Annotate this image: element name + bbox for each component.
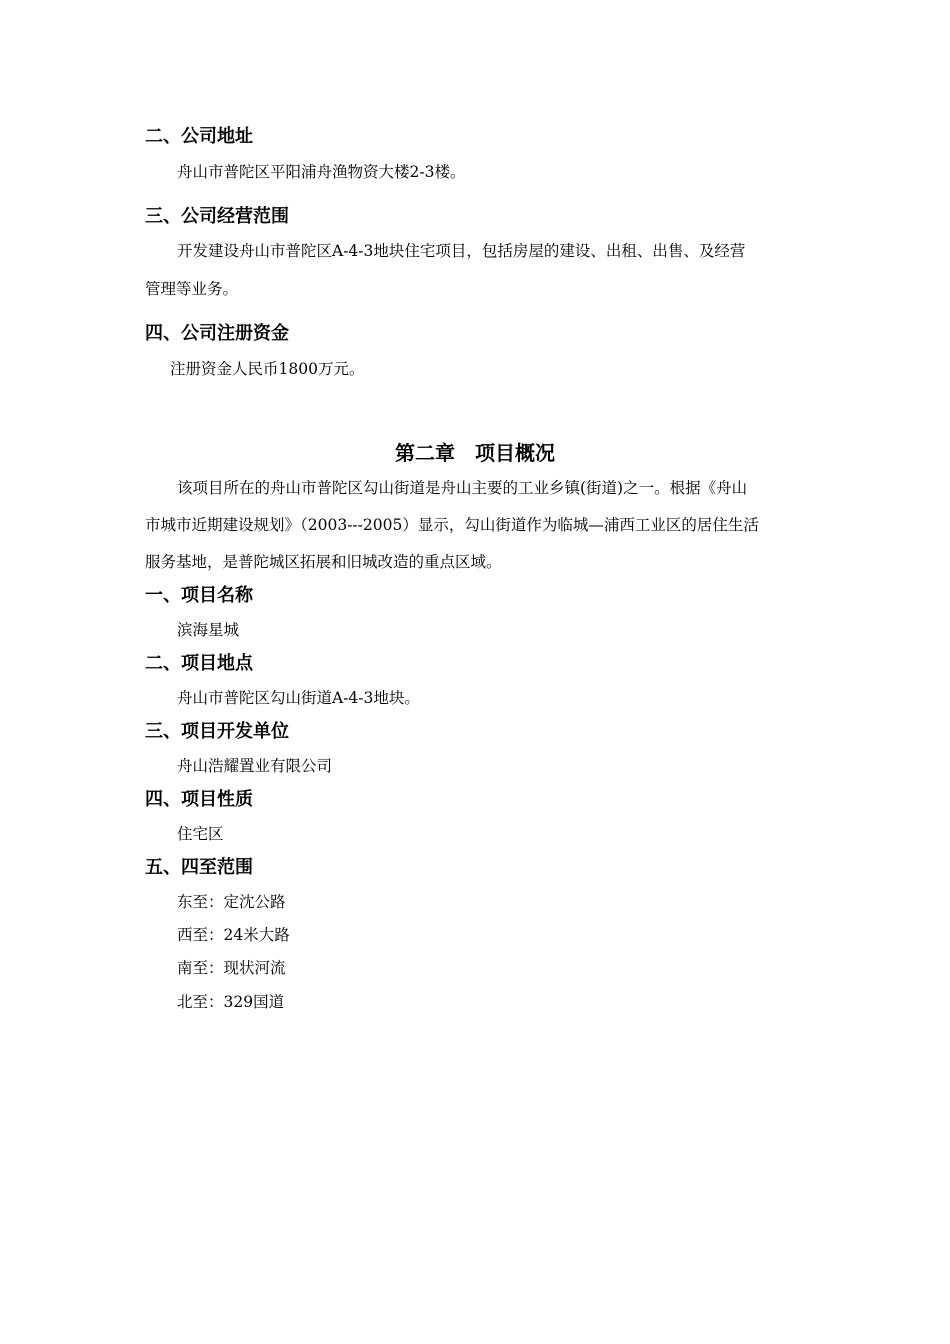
chapter-intro-line2: 市城市近期建设规划》（2003---2005）显示，勾山街道作为临城—浦西工业区的居住生活 xyxy=(145,516,759,534)
company-scope-heading: 三、公司经营范围 xyxy=(145,206,289,227)
project-name-text: 滨海星城 xyxy=(177,621,240,639)
company-scope-text-line1: 开发建设舟山市普陀区A-4-3地块住宅项目，包括房屋的建设、出租、出售、及经营 xyxy=(177,242,746,260)
chapter-intro-line1: 该项目所在的舟山市普陀区勾山街道是舟山主要的工业乡镇(街道)之一。根据《舟山 xyxy=(177,479,748,497)
company-scope-text-line2: 管理等业务。 xyxy=(145,280,239,298)
project-nature-heading: 四、项目性质 xyxy=(145,789,253,810)
company-address-text: 舟山市普陀区平阳浦舟渔物资大楼2-3楼。 xyxy=(177,163,466,181)
project-location-heading: 二、项目地点 xyxy=(145,653,253,674)
company-address-heading: 二、公司地址 xyxy=(145,126,253,147)
project-name-heading: 一、项目名称 xyxy=(145,585,253,606)
boundary-north: 北至：329国道 xyxy=(177,993,285,1011)
project-boundary-heading: 五、四至范围 xyxy=(145,857,253,878)
chapter-intro-line3: 服务基地，是普陀城区拓展和旧城改造的重点区域。 xyxy=(145,553,502,571)
project-nature-text: 住宅区 xyxy=(177,825,224,843)
project-location-text: 舟山市普陀区勾山街道A-4-3地块。 xyxy=(177,689,420,707)
chapter-title: 第二章 项目概况 xyxy=(395,441,555,465)
project-developer-text: 舟山浩耀置业有限公司 xyxy=(177,757,333,775)
project-developer-heading: 三、项目开发单位 xyxy=(145,721,289,742)
company-capital-heading: 四、公司注册资金 xyxy=(145,323,289,344)
boundary-east: 东至：定沈公路 xyxy=(177,893,286,911)
boundary-south: 南至：现状河流 xyxy=(177,959,286,977)
company-capital-text: 注册资金人民币1800万元。 xyxy=(170,360,365,378)
boundary-west: 西至：24米大路 xyxy=(177,926,290,944)
